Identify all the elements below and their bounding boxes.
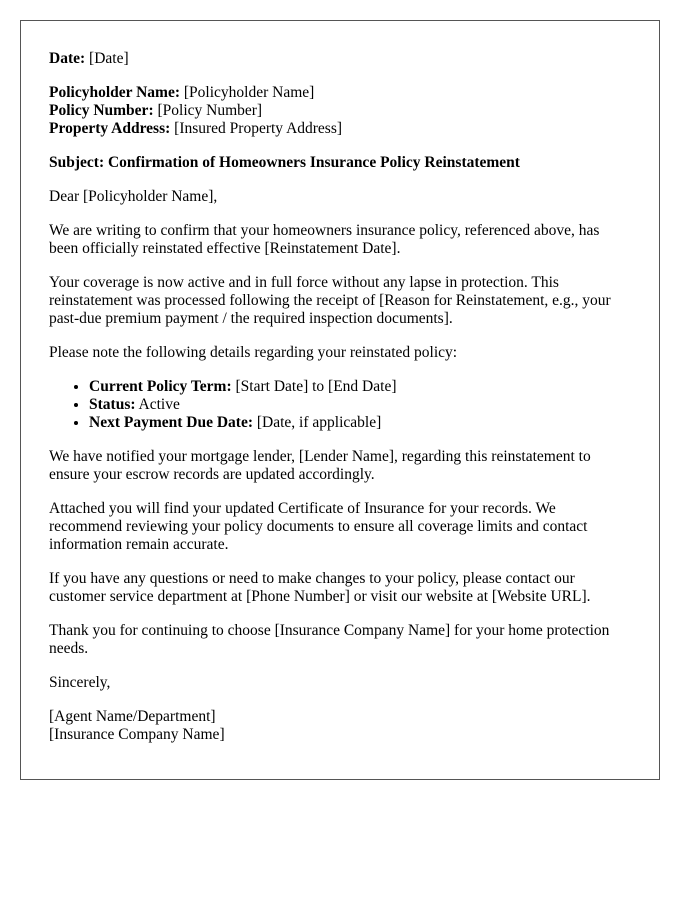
policy-details-list [49,378,631,432]
paragraph-coverage: Your coverage is now active and in full force without any lapse in protection. This reinstatement was processed following the receipt of [Reason for Reinstatement, e.g., your past-due premium payment / the required inspection documents]. [49,274,611,327]
detail-label: Current Policy Term: [89,378,232,395]
date-label: Date: [49,50,86,67]
policyholder-label: Policyholder Name: [49,84,181,101]
policyholder-value: [Policyholder Name] [183,84,315,101]
policyholder-line [49,84,631,102]
details-intro: Please note the following details regarding your reinstated policy: [49,344,458,361]
paragraph-thanks: Thank you for continuing to choose [Insurance Company Name] for your home protection needs. [49,622,610,657]
paragraph-contact: If you have any questions or need to make changes to your policy, please contact our customer service department at [Phone Number] or visit our website at [Website URL]. [49,570,591,605]
policy-info-block [49,84,631,138]
property-address-line [49,120,631,138]
detail-next-payment [89,414,631,432]
signature-company: [Insurance Company Name] [49,726,225,743]
policy-number-value: [Policy Number] [157,102,263,119]
detail-value: Active [138,396,180,413]
signature-block [49,708,631,744]
date-value: [Date] [89,50,129,67]
property-address-value: [Insured Property Address] [174,120,343,137]
closing: Sincerely, [49,674,111,691]
salutation: Dear [Policyholder Name], [49,188,218,205]
subject-text: Subject: Confirmation of Homeowners Insurance Policy Reinstatement [49,154,520,171]
detail-policy-term [89,378,631,396]
policy-number-line [49,102,631,120]
paragraph-certificate: Attached you will find your updated Certificate of Insurance for your records. We recommend reviewing your policy documents to ensure all coverage limits and contact information remain accurate. [49,500,588,553]
detail-label: Next Payment Due Date: [89,414,253,431]
detail-status [89,396,631,414]
detail-value: [Start Date] to [End Date] [235,378,397,395]
policy-number-label: Policy Number: [49,102,154,119]
subject-line [49,154,631,172]
date-line [49,50,631,68]
paragraph-lender: We have notified your mortgage lender, [Lender Name], regarding this reinstatement to ensure your escrow records are updated accordingly. [49,448,591,483]
paragraph-confirmation: We are writing to confirm that your homeowners insurance policy, referenced above, has been officially reinstated effective [Reinstatement Date]. [49,222,600,257]
property-address-label: Property Address: [49,120,171,137]
signature-agent: [Agent Name/Department] [49,708,216,725]
detail-value: [Date, if applicable] [256,414,382,431]
detail-label: Status: [89,396,136,413]
letter [20,20,660,780]
